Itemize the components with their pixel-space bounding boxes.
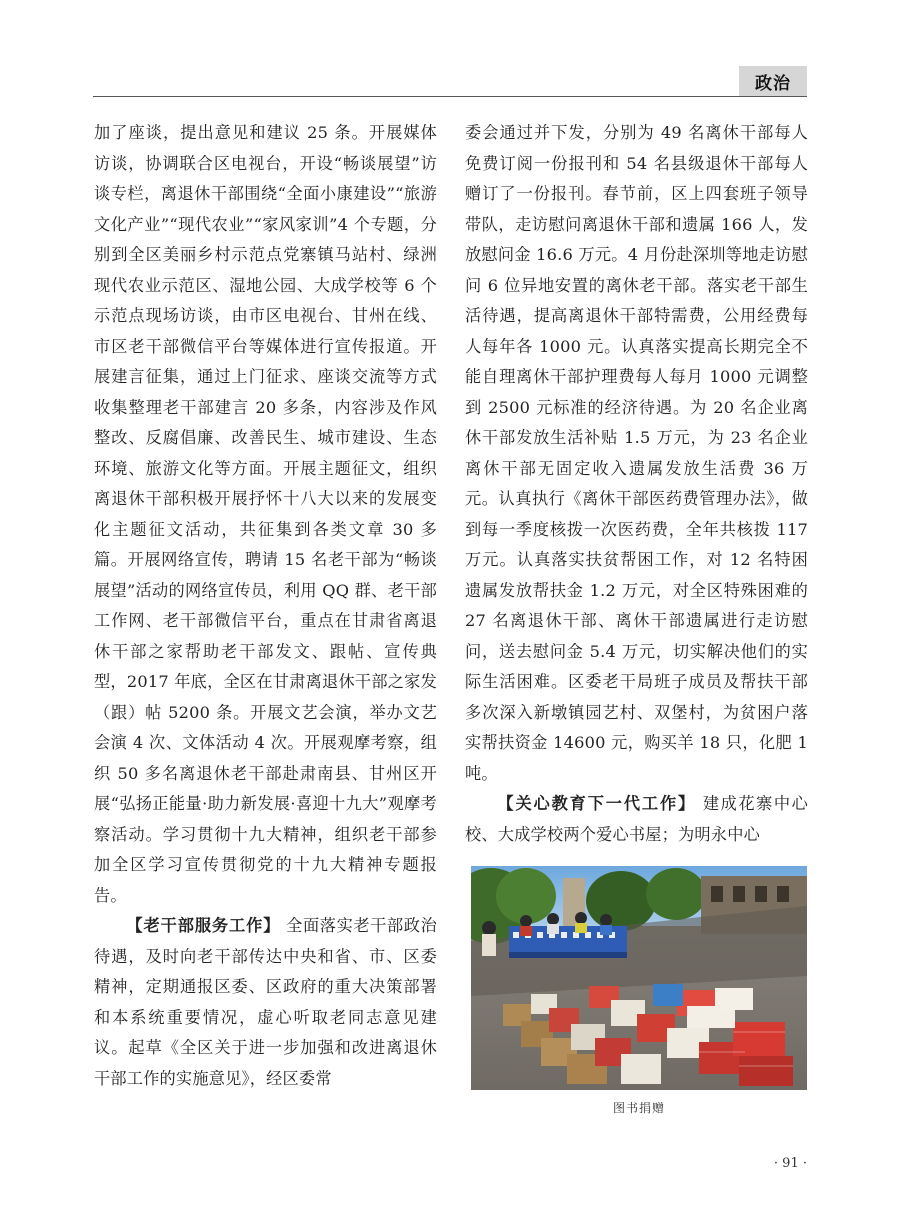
left-column <box>94 118 437 1094</box>
header-rule <box>93 96 807 97</box>
book-donation-photo <box>471 866 807 1090</box>
right-paragraph-2 <box>465 789 808 850</box>
photo-caption: 图书捐赠 <box>612 1101 665 1115</box>
left-paragraph-2-body: 全面落实老干部政治待遇，及时向老干部传达中央和省、市、区委精神，定期通报区委、区政府的重大决策部署和本系统重要情况，虚心听取老同志意见建议。起草《全区关于进一步加强和改进离退休干部工作的实施意见》，经区委常 <box>94 916 437 1088</box>
section-heading-next-generation: 【关心教育下一代工作】 <box>497 794 697 813</box>
left-paragraph-1: 加了座谈，提出意见和建议 25 条。开展媒体访谈，协调联合区电视台，开设“畅谈展望”访谈专栏，离退休干部围绕“全面小康建设”“旅游文化产业”“现代农业”“家风家训”4 个专题，分别到全区美丽乡村示范点党寨镇马站村、绿洲现代农业示范区、湿地公园、大成学校等 6 个示范点现场访谈，由市区电视台、甘州在线、市区老干部微信平台等媒体进行宣传报道。开展建言征集，通过上门征求、座谈交流等方式收集整理老干部建言 20 多条，内容涉及作风整改、反腐倡廉、改善民生、城市建设、生态环境、旅游文化等方面。开展主题征文，组织离退休干部积极开展抒怀十八大以来的发展变化主题征文活动，共征集到各类文章 30 多篇。开展网络宣传，聘请 15 名老干部为“畅谈展望”活动的网络宣传员，利用 QQ 群、老干部工作网、老干部微信平台，重点在甘肃省离退休干部之家帮助老干部发文、跟帖、宣传典型，2017 年底，全区在甘肃离退休干部之家发（跟）帖 5200 条。开展文艺会演，举办文艺会演 4 次、文体活动 4 次。开展观摩考察，组织 50 多名离退休老干部赴肃南县、甘州区开展“弘扬正能量·助力新发展·喜迎十九大”观摩考察活动。学习贯彻十九大精神，组织老干部参加全区学习宣传贯彻党的十九大精神专题报告。 <box>94 123 437 905</box>
right-paragraph-1: 委会通过并下发，分别为 49 名离休干部每人免费订阅一份报刊和 54 名县级退休干部每人赠订了一份报刊。春节前，区上四套班子领导带队，走访慰问离退休干部和遗属 166 人，发放慰问金 16.6 万元。4 月份赴深圳等地走访慰问 6 位异地安置的离休老干部。落实老干部生活待遇，提高离退休干部特需费，公用经费每人每年各 1000 元。认真落实提高长期完全不能自理离休干部护理费每人每月 1000 元调整到 2500 元标准的经济待遇。为 20 名企业离休干部发放生活补贴 1.5 万元，为 23 名企业离休干部无固定收入遗属发放生活费 36 万元。认真执行《离休干部医药费管理办法》，做到每一季度核拨一次医药费，全年共核拨 117 万元。认真落实扶贫帮困工作，对 12 名特困遗属发放帮扶金 1.2 万元，对全区特殊困难的 27 名离退休干部、离休干部遗属进行走访慰问，送去慰问金 5.4 万元，切实解决他们的实际生活困难。区委老干局班子成员及帮扶干部多次深入新墩镇园艺村、双堡村，为贫困户落实帮扶资金 14600 元，购买羊 18 只，化肥 1 吨。 <box>465 123 808 783</box>
section-heading-retired-service: 【老干部服务工作】 <box>126 916 281 935</box>
section-tab <box>739 66 807 96</box>
page-number: · 91 · <box>773 1156 807 1171</box>
right-paragraph-2-body: 建成花寨中心校、大成学校两个爱心书屋；为明永中心 <box>465 794 809 844</box>
right-column <box>465 118 808 850</box>
left-paragraph-2 <box>94 911 437 1094</box>
section-title: 政治 <box>755 73 791 94</box>
